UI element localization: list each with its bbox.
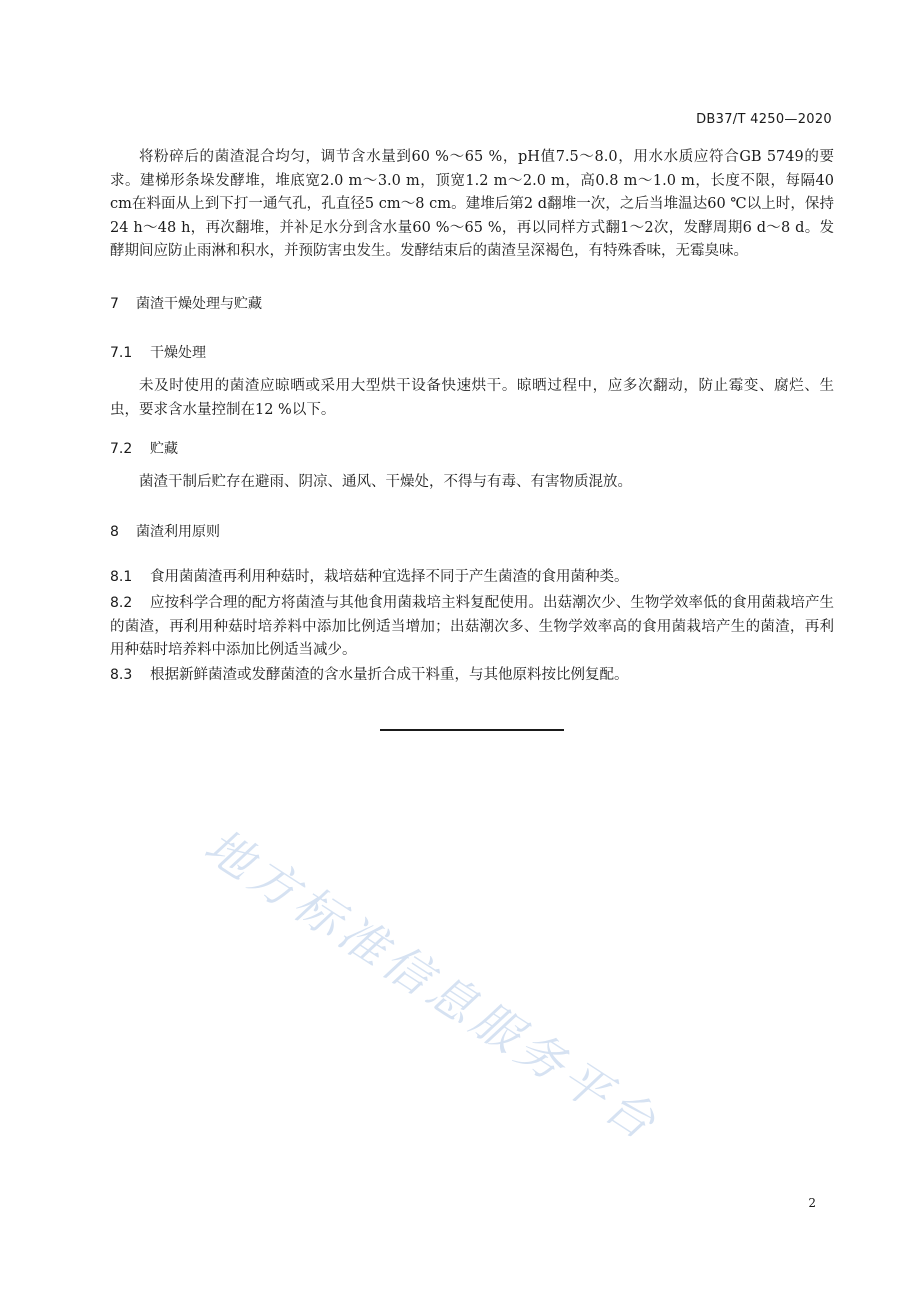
section-8-heading [110, 521, 220, 541]
end-of-document-line [380, 729, 564, 731]
section-7-1-title: 干燥处理 [150, 345, 206, 361]
section-7-2-text: 菌渣干制后贮存在避雨、阴凉、通风、干燥处，不得与有毒、有害物质混放。 [139, 474, 632, 490]
section-7-1-heading [110, 342, 206, 362]
clause-8-1 [110, 566, 834, 590]
section-7-1-number: 7.1 [110, 345, 133, 361]
document-code: DB37/T 4250—2020 [696, 112, 832, 127]
clause-8-1-text: 食用菌菌渣再利用种菇时，栽培菇种宜选择不同于产生菌渣的食用菌种类。 [150, 569, 629, 585]
section-8-title: 菌渣利用原则 [136, 524, 220, 540]
section-7-1-text: 未及时使用的菌渣应晾晒或采用大型烘干设备快速烘干。晾晒过程中，应多次翻动，防止霉变、腐烂、生虫，要求含水量控制在12 %以下。 [110, 378, 834, 418]
section-8-number: 8 [110, 524, 119, 540]
clause-8-1-number: 8.1 [110, 569, 133, 585]
section-7-heading [110, 293, 262, 313]
page-number: 2 [808, 1196, 816, 1210]
clause-8-2-number: 8.2 [110, 595, 133, 611]
section-7-2-title: 贮藏 [150, 441, 178, 457]
watermark: 地方标准信息服务平台 [194, 818, 670, 1154]
clause-8-2-text: 应按科学合理的配方将菌渣与其他食用菌栽培主料复配使用。出菇潮次少、生物学效率低的食用菌栽培产生的菌渣，再利用种菇时培养料中添加比例适当增加；出菇潮次多、生物学效率高的食用菌栽培产生的菌渣，再利用种菇时培养料中添加比例适当减少。 [110, 595, 834, 659]
intro-paragraph: 将粉碎后的菌渣混合均匀，调节含水量到60 %～65 %，pH值7.5～8.0，用水水质应符合GB 5749的要求。建梯形条垛发酵堆，堆底宽2.0 m～3.0 m，顶宽1.2 m～2.0 m，高0.8 m～1.0 m，长度不限，每隔40 cm在料面从上到下打一通气孔，孔直径5 cm～8 cm。建堆后第2 d翻堆一次，之后当堆温达60 ℃以上时，保持24 h～48 h，再次翻堆，并补足水分到含水量60 %～65 %，再以同样方式翻1～2次，发酵周期6 d～8 d。发酵期间应防止雨淋和积水，并预防害虫发生。发酵结束后的菌渣呈深褐色，有特殊香味，无霉臭味。 [110, 149, 834, 260]
clause-8-3-text: 根据新鲜菌渣或发酵菌渣的含水量折合成干料重，与其他原料按比例复配。 [150, 667, 629, 683]
section-7-title: 菌渣干燥处理与贮藏 [136, 296, 262, 312]
clause-8-3 [110, 664, 834, 688]
section-7-2-number: 7.2 [110, 441, 133, 457]
section-7-number: 7 [110, 296, 119, 312]
section-7-2-heading [110, 438, 178, 458]
clause-8-2 [110, 592, 834, 663]
clause-8-3-number: 8.3 [110, 667, 133, 683]
